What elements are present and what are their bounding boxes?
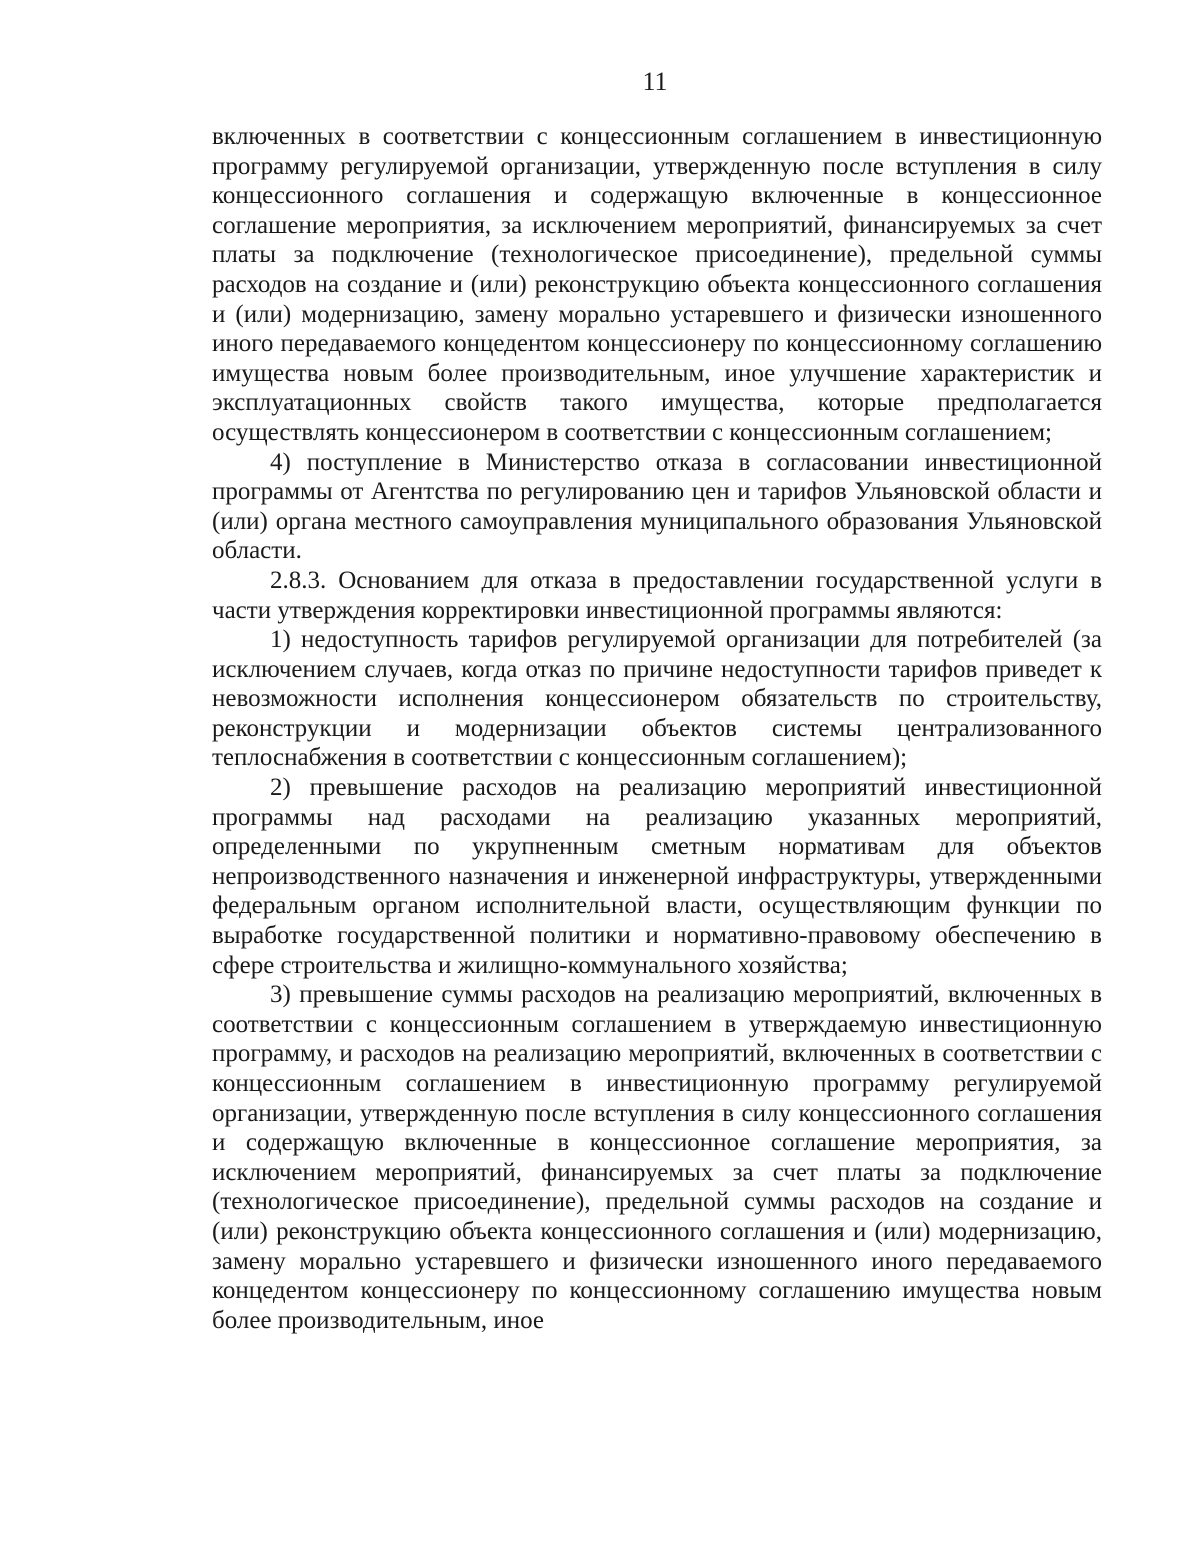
- paragraph-section-2-8-3: 2.8.3. Основанием для отказа в предоставлении государственной услуги в части утверждения корректировки инвестиционной программы являются:: [212, 566, 1102, 624]
- paragraph-item-3: 3) превышение суммы расходов на реализацию мероприятий, включенных в соответствии с концессионным соглашением в утверждаемую инвестиционную программу, и расходов на реализацию мероприятий, включенных в соответствии с концессионным соглашением в инвестиционную программу регулируемой организации, утвержденную после вступления в силу концессионного соглашения и содержащую включенные в концессионное соглашение мероприятия, за исключением мероприятий, финансируемых за счет платы за подключение (технологическое присоединение), предельной суммы расходов на создание и (или) реконструкцию объекта концессионного соглашения и (или) модернизацию, замену морально устаревшего и физически изношенного иного передаваемого концедентом концессионеру по концессионному соглашению имущества новым более производительным, иное: [212, 981, 1102, 1334]
- paragraph-continuation: включенных в соответствии с концессионным соглашением в инвестиционную программу регулируемой организации, утвержденную после вступления в силу концессионного соглашения и содержащую включенные в концессионное соглашение мероприятия, за исключением мероприятий, финансируемых за счет платы за подключение (технологическое присоединение), предельной суммы расходов на создание и (или) реконструкцию объекта концессионного соглашения и (или) модернизацию, замену морально устаревшего и физически изношенного иного передаваемого концедентом концессионеру по концессионному соглашению имущества новым более производительным, иное улучшение характеристик и эксплуатационных свойств такого имущества, которые предполагается осуществлять концессионером в соответствии с концессионным соглашением;: [212, 123, 1102, 446]
- document-body: [212, 122, 1102, 1335]
- paragraph-item-1: 1) недоступность тарифов регулируемой организации для потребителей (за исключением случаев, когда отказ по причине недоступности тарифов приведет к невозможности исполнения концессионером обязательств по строительству, реконструкции и модернизации объектов системы централизованного теплоснабжения в соответствии с концессионным соглашением);: [212, 626, 1102, 772]
- page-number: 11: [642, 67, 668, 96]
- paragraph-item-4: 4) поступление в Министерство отказа в согласовании инвестиционной программы от Агентства по регулированию цен и тарифов Ульяновской области и (или) органа местного самоуправления муниципального образования Ульяновской области.: [212, 448, 1102, 565]
- paragraph-item-2: 2) превышение расходов на реализацию мероприятий инвестиционной программы над расходами на реализацию указанных мероприятий, определенными по укрупненным сметным нормативам для объектов непроизводственного назначения и инженерной инфраструктуры, утвержденными федеральным органом исполнительной власти, осуществляющим функции по выработке государственной политики и нормативно-правовому обеспечению в сфере строительства и жилищно-коммунального хозяйства;: [212, 774, 1102, 979]
